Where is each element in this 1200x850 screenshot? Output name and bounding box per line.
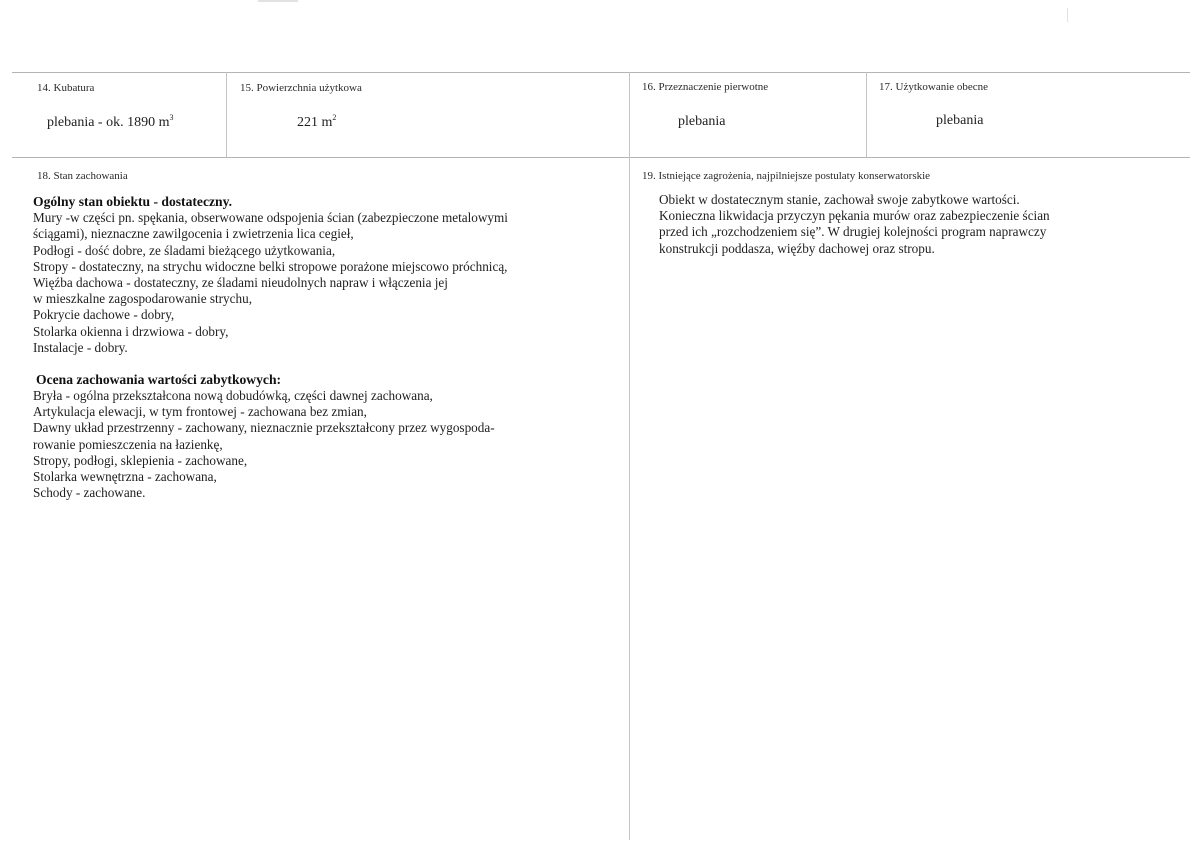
- field-powierzchnia-value: [297, 115, 336, 131]
- stan-ogolny-line: Więźba dachowa - dostateczny, ze śladami nieudolnych napraw i włączenia jej: [33, 274, 448, 290]
- kubatura-unit-exponent: 3: [169, 113, 174, 122]
- stan-heading-ogolny: Ogólny stan obiektu - dostateczny.: [33, 194, 233, 209]
- stan-ogolny-line: Stropy - dostateczny, na strychu widoczne belki stropowe porażone miejscowo próchnicą,: [33, 258, 508, 274]
- paragraph-gap: [33, 356, 508, 372]
- stan-ocena-line: Schody - zachowane.: [33, 485, 146, 501]
- field-przeznaczenie-value: plebania: [678, 114, 726, 129]
- zagrozenia-line: konstrukcji poddasza, więźby dachowej oraz stropu.: [659, 240, 935, 256]
- stan-ocena-line: rowanie pomieszczenia na łazienkę,: [33, 436, 223, 452]
- field-uzytkowanie-value: plebania: [936, 113, 984, 128]
- stan-ogolny-line: Mury -w części pn. spękania, obserwowane odspojenia ścian (zabezpieczone metalowymi: [33, 210, 508, 226]
- stan-ogolny-line: Podłogi - dość dobre, ze śladami bieżącego użytkowania,: [33, 242, 336, 258]
- field-przeznaczenie-label: 16. Przeznaczenie pierwotne: [642, 81, 769, 93]
- stan-ogolny-line: Pokrycie dachowe - dobry,: [33, 307, 175, 323]
- stan-ogolny-line: w mieszkalne zagospodarowanie strychu,: [33, 291, 252, 307]
- table-top-border: [12, 72, 1190, 73]
- field-kubatura-value: [47, 115, 173, 131]
- zagrozenia-line: przed ich „rozchodzeniem się”. W drugiej kolejności program naprawczy: [659, 224, 1047, 240]
- powierzchnia-value-text: 221 m: [297, 115, 333, 130]
- stan-ocena-line: Stolarka wewnętrzna - zachowana,: [33, 469, 217, 484]
- stan-ogolny-line: Instalacje - dobry.: [33, 339, 128, 355]
- stan-heading-ocena: Ocena zachowania wartości zabytkowych:: [36, 371, 282, 387]
- field-kubatura-label: 14. Kubatura: [37, 82, 95, 94]
- column-divider-14-15: [226, 72, 227, 157]
- zagrozenia-line: Obiekt w dostatecznym stanie, zachował swoje zabytkowe wartości.: [659, 192, 1020, 207]
- stan-ocena-line: Artykulacja elewacji, w tym frontowej - zachowana bez zmian,: [33, 404, 367, 420]
- field-powierzchnia-label: 15. Powierzchnia użytkowa: [240, 82, 362, 94]
- column-divider-center: [629, 72, 630, 840]
- powierzchnia-unit-exponent: 2: [332, 113, 337, 122]
- field-uzytkowanie-label: 17. Użytkowanie obecne: [879, 81, 989, 93]
- stan-ogolny-line: Stolarka okienna i drzwiowa - dobry,: [33, 323, 229, 339]
- stan-content: [33, 194, 508, 501]
- stan-ocena-line: Dawny układ przestrzenny - zachowany, nieznacznie przekształcony przez wygospoda-: [33, 420, 495, 436]
- field-zagrozenia-label: 19. Istniejące zagrożenia, najpilniejsze postulaty konserwatorskie: [642, 170, 931, 182]
- table-row-divider: [12, 157, 1190, 158]
- kubatura-value-text: plebania - ok. 1890 m: [47, 115, 170, 130]
- scan-artifact: [258, 0, 298, 2]
- stan-ocena-line: Stropy, podłogi, sklepienia - zachowane,: [33, 452, 248, 468]
- column-divider-16-17: [866, 72, 867, 157]
- zagrozenia-content: [659, 192, 1050, 257]
- stan-ocena-line: Bryła - ogólna przekształcona nową dobudówką, części dawnej zachowana,: [33, 388, 433, 404]
- zagrozenia-line: Konieczna likwidacja przyczyn pękania murów oraz zabezpieczenie ścian: [659, 208, 1050, 224]
- scan-artifact: [1067, 8, 1068, 22]
- stan-ogolny-line: ściągami), nieznaczne zawilgocenia i zwietrzenia lica cegieł,: [33, 226, 354, 242]
- field-stan-label: 18. Stan zachowania: [37, 170, 128, 182]
